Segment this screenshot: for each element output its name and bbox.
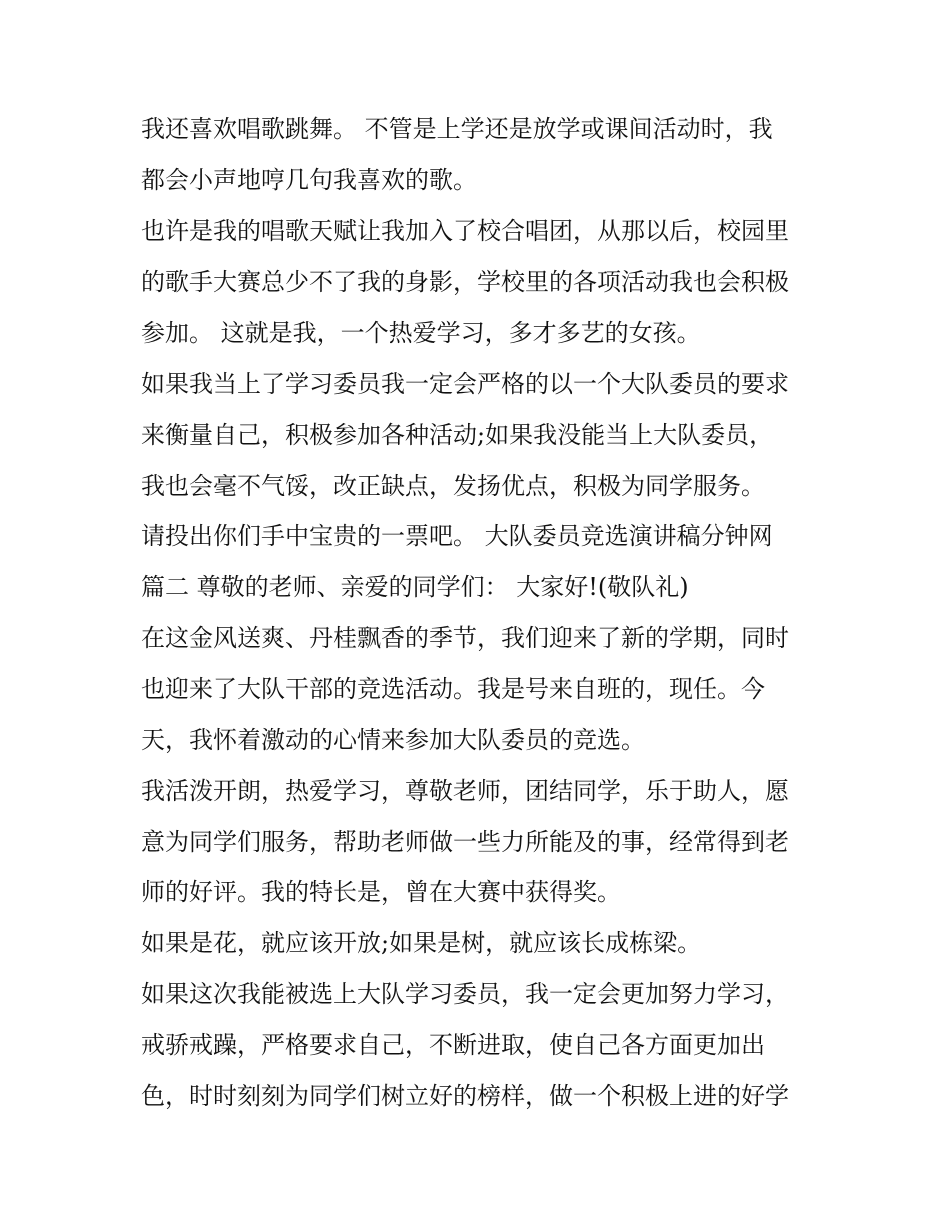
text-line: 天，我怀着激动的心情来参加大队委员的竞选。 — [141, 726, 645, 754]
text-line: 的歌手大赛总少不了我的身影，学校里的各项活动我也会积极 — [141, 268, 789, 296]
text-line: 都会小声地哼几句我喜欢的歌。 — [141, 166, 477, 194]
text-line: 在这金风送爽、丹桂飘香的季节，我们迎来了新的学期，同时 — [141, 624, 789, 652]
text-line: 意为同学们服务，帮助老师做一些力所能及的事，经常得到老 — [141, 828, 789, 856]
text-line: 参加。 这就是我，一个热爱学习，多才多艺的女孩。 — [141, 319, 701, 347]
text-line: 如果这次我能被选上大队学习委员，我一定会更加努力学习， — [141, 980, 789, 1008]
text-line: 我活泼开朗，热爱学习，尊敬老师，团结同学，乐于助人，愿 — [141, 777, 789, 805]
text-line: 戒骄戒躁，严格要求自己，不断进取，使自己各方面更加出 — [141, 1031, 765, 1059]
text-line: 我还喜欢唱歌跳舞。 不管是上学还是放学或课间活动时，我 — [141, 115, 773, 143]
text-line: 我也会毫不气馁，改正缺点，发扬优点，积极为同学服务。 — [141, 472, 765, 500]
text-line: 也许是我的唱歌天赋让我加入了校合唱团，从那以后，校园里 — [141, 217, 789, 245]
text-line: 师的好评。我的特长是，曾在大赛中获得奖。 — [141, 878, 621, 906]
text-line: 如果我当上了学习委员我一定会严格的以一个大队委员的要求 — [141, 370, 789, 398]
text-line: 也迎来了大队干部的竞选活动。我是号来自班的，现任。今 — [141, 675, 765, 703]
text-line: 来衡量自己，积极参加各种活动;如果我没能当上大队委员， — [141, 421, 774, 449]
text-line: 篇二 尊敬的老师、亲爱的同学们： 大家好!(敬队礼) — [141, 573, 689, 601]
text-line: 如果是花，就应该开放;如果是树，就应该长成栋梁。 — [141, 929, 702, 957]
text-line: 请投出你们手中宝贵的一票吧。 大队委员竞选演讲稿分钟网 — [141, 522, 773, 550]
text-line: 色，时时刻刻为同学们树立好的榜样，做一个积极上进的好学 — [141, 1082, 789, 1110]
